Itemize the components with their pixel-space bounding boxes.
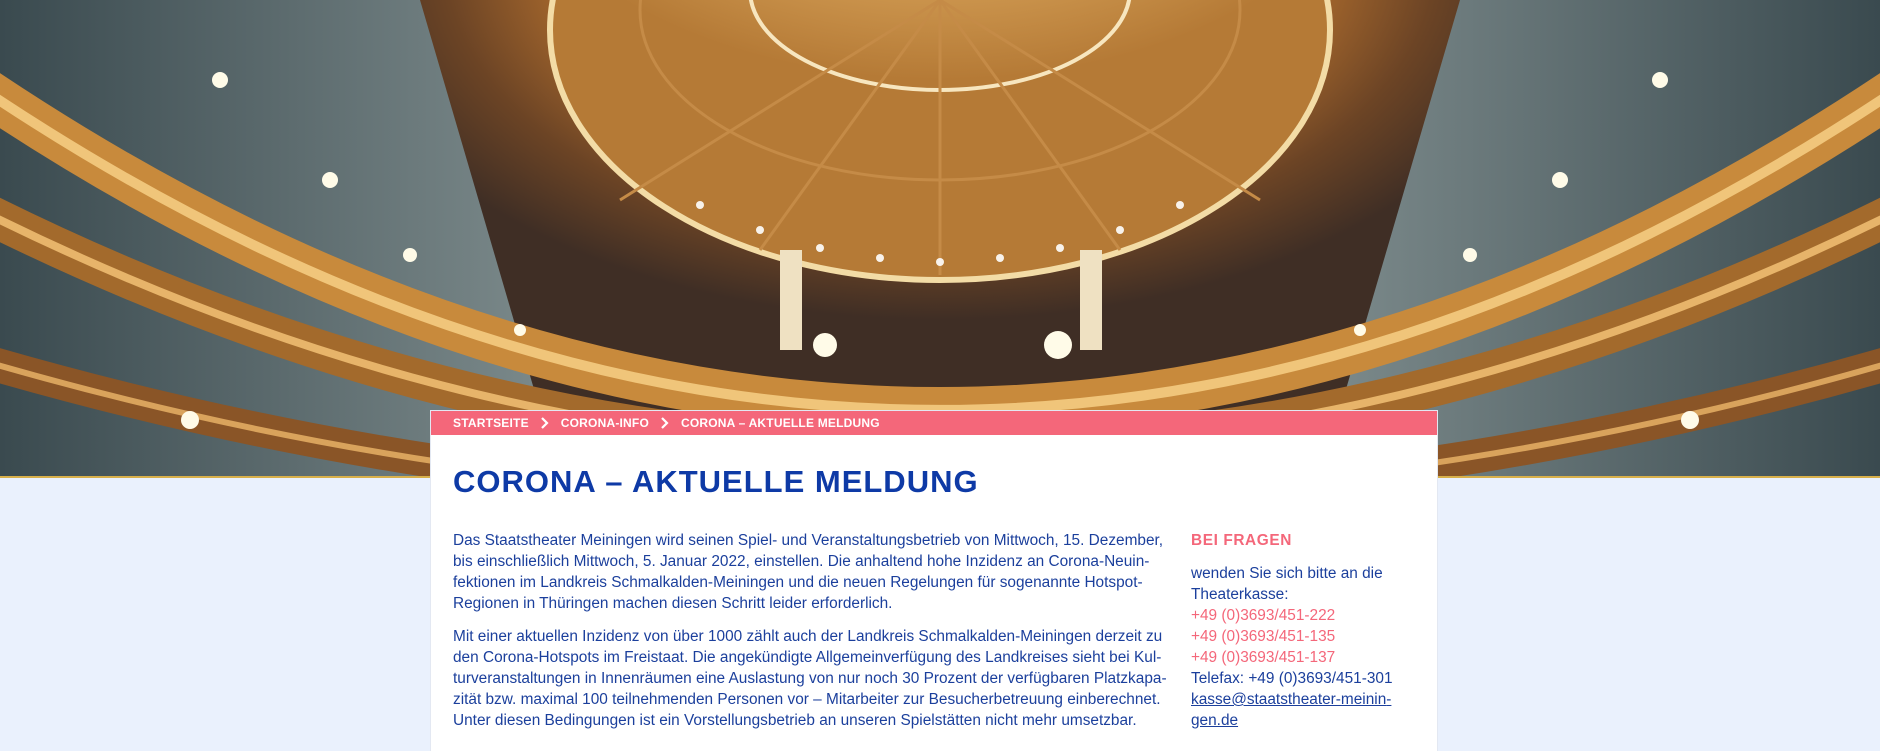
content-card: [431, 411, 1437, 751]
contact-heading: BEI FRAGEN: [1191, 532, 1292, 549]
fax-number: Telefax: +49 (0)3693/451-301: [1191, 670, 1393, 687]
email-link[interactable]: kasse@staatstheater-meiningen.de: [1191, 691, 1392, 729]
breadcrumb-home-link[interactable]: STARTSEITE: [453, 416, 529, 430]
breadcrumb-current: CORONA – AKTUELLE MELDUNG: [680, 416, 880, 430]
breadcrumb: [431, 411, 1437, 435]
contact-intro: wenden Sie sich bitte an die Theaterkasse:: [1191, 565, 1383, 603]
chevron-right-icon: [658, 416, 672, 430]
chevron-right-icon: [538, 416, 552, 430]
article-paragraph: Das Staatstheater Meiningen wird seinen Spiel- und Veranstaltungsbetrieb von Mittwoch, 15. Dezember, bis einschließlich Mittwoch, 5. Januar 2022, einstellen. Die anhaltend hohe Inzidenz an Corona-Neuinfektionen im Landkreis Schmalkalden-Meiningen und die neuen Regelungen für sogenannte Hotspot-Regionen in Thüringen machen diesen Schritt leider erforderlich.: [453, 532, 1164, 612]
contact-sidebar: [1191, 530, 1431, 731]
phone-link[interactable]: +49 (0)3693/451-222: [1191, 607, 1336, 624]
breadcrumb-corona-info-link[interactable]: CORONA-INFO: [560, 416, 649, 430]
article-paragraph: Mit einer aktuellen Inzidenz von über 1000 zählt auch der Landkreis Schmalkalden-Meiningen derzeit zu den Corona-Hotspots im Freistaat. Die angekündigte Allgemeinverfügung des Landkreises sieht bei Kulturveranstaltungen in Innenräumen eine Auslastung von nur noch 30 Prozent der verfügbaren Platzkapazität bzw. maximal 100 teilnehmenden Personen vor – Mitarbeiter zur Besucherbetreuung einberechnet. Unter diesen Bedingungen ist ein Vorstellungsbetrieb an unseren Spielstätten nicht mehr umsetzbar.: [453, 628, 1167, 729]
phone-link[interactable]: +49 (0)3693/451-137: [1191, 649, 1336, 666]
page-title: CORONA – AKTUELLE MELDUNG: [453, 464, 979, 499]
article-body: [453, 530, 1167, 743]
phone-link[interactable]: +49 (0)3693/451-135: [1191, 628, 1336, 645]
